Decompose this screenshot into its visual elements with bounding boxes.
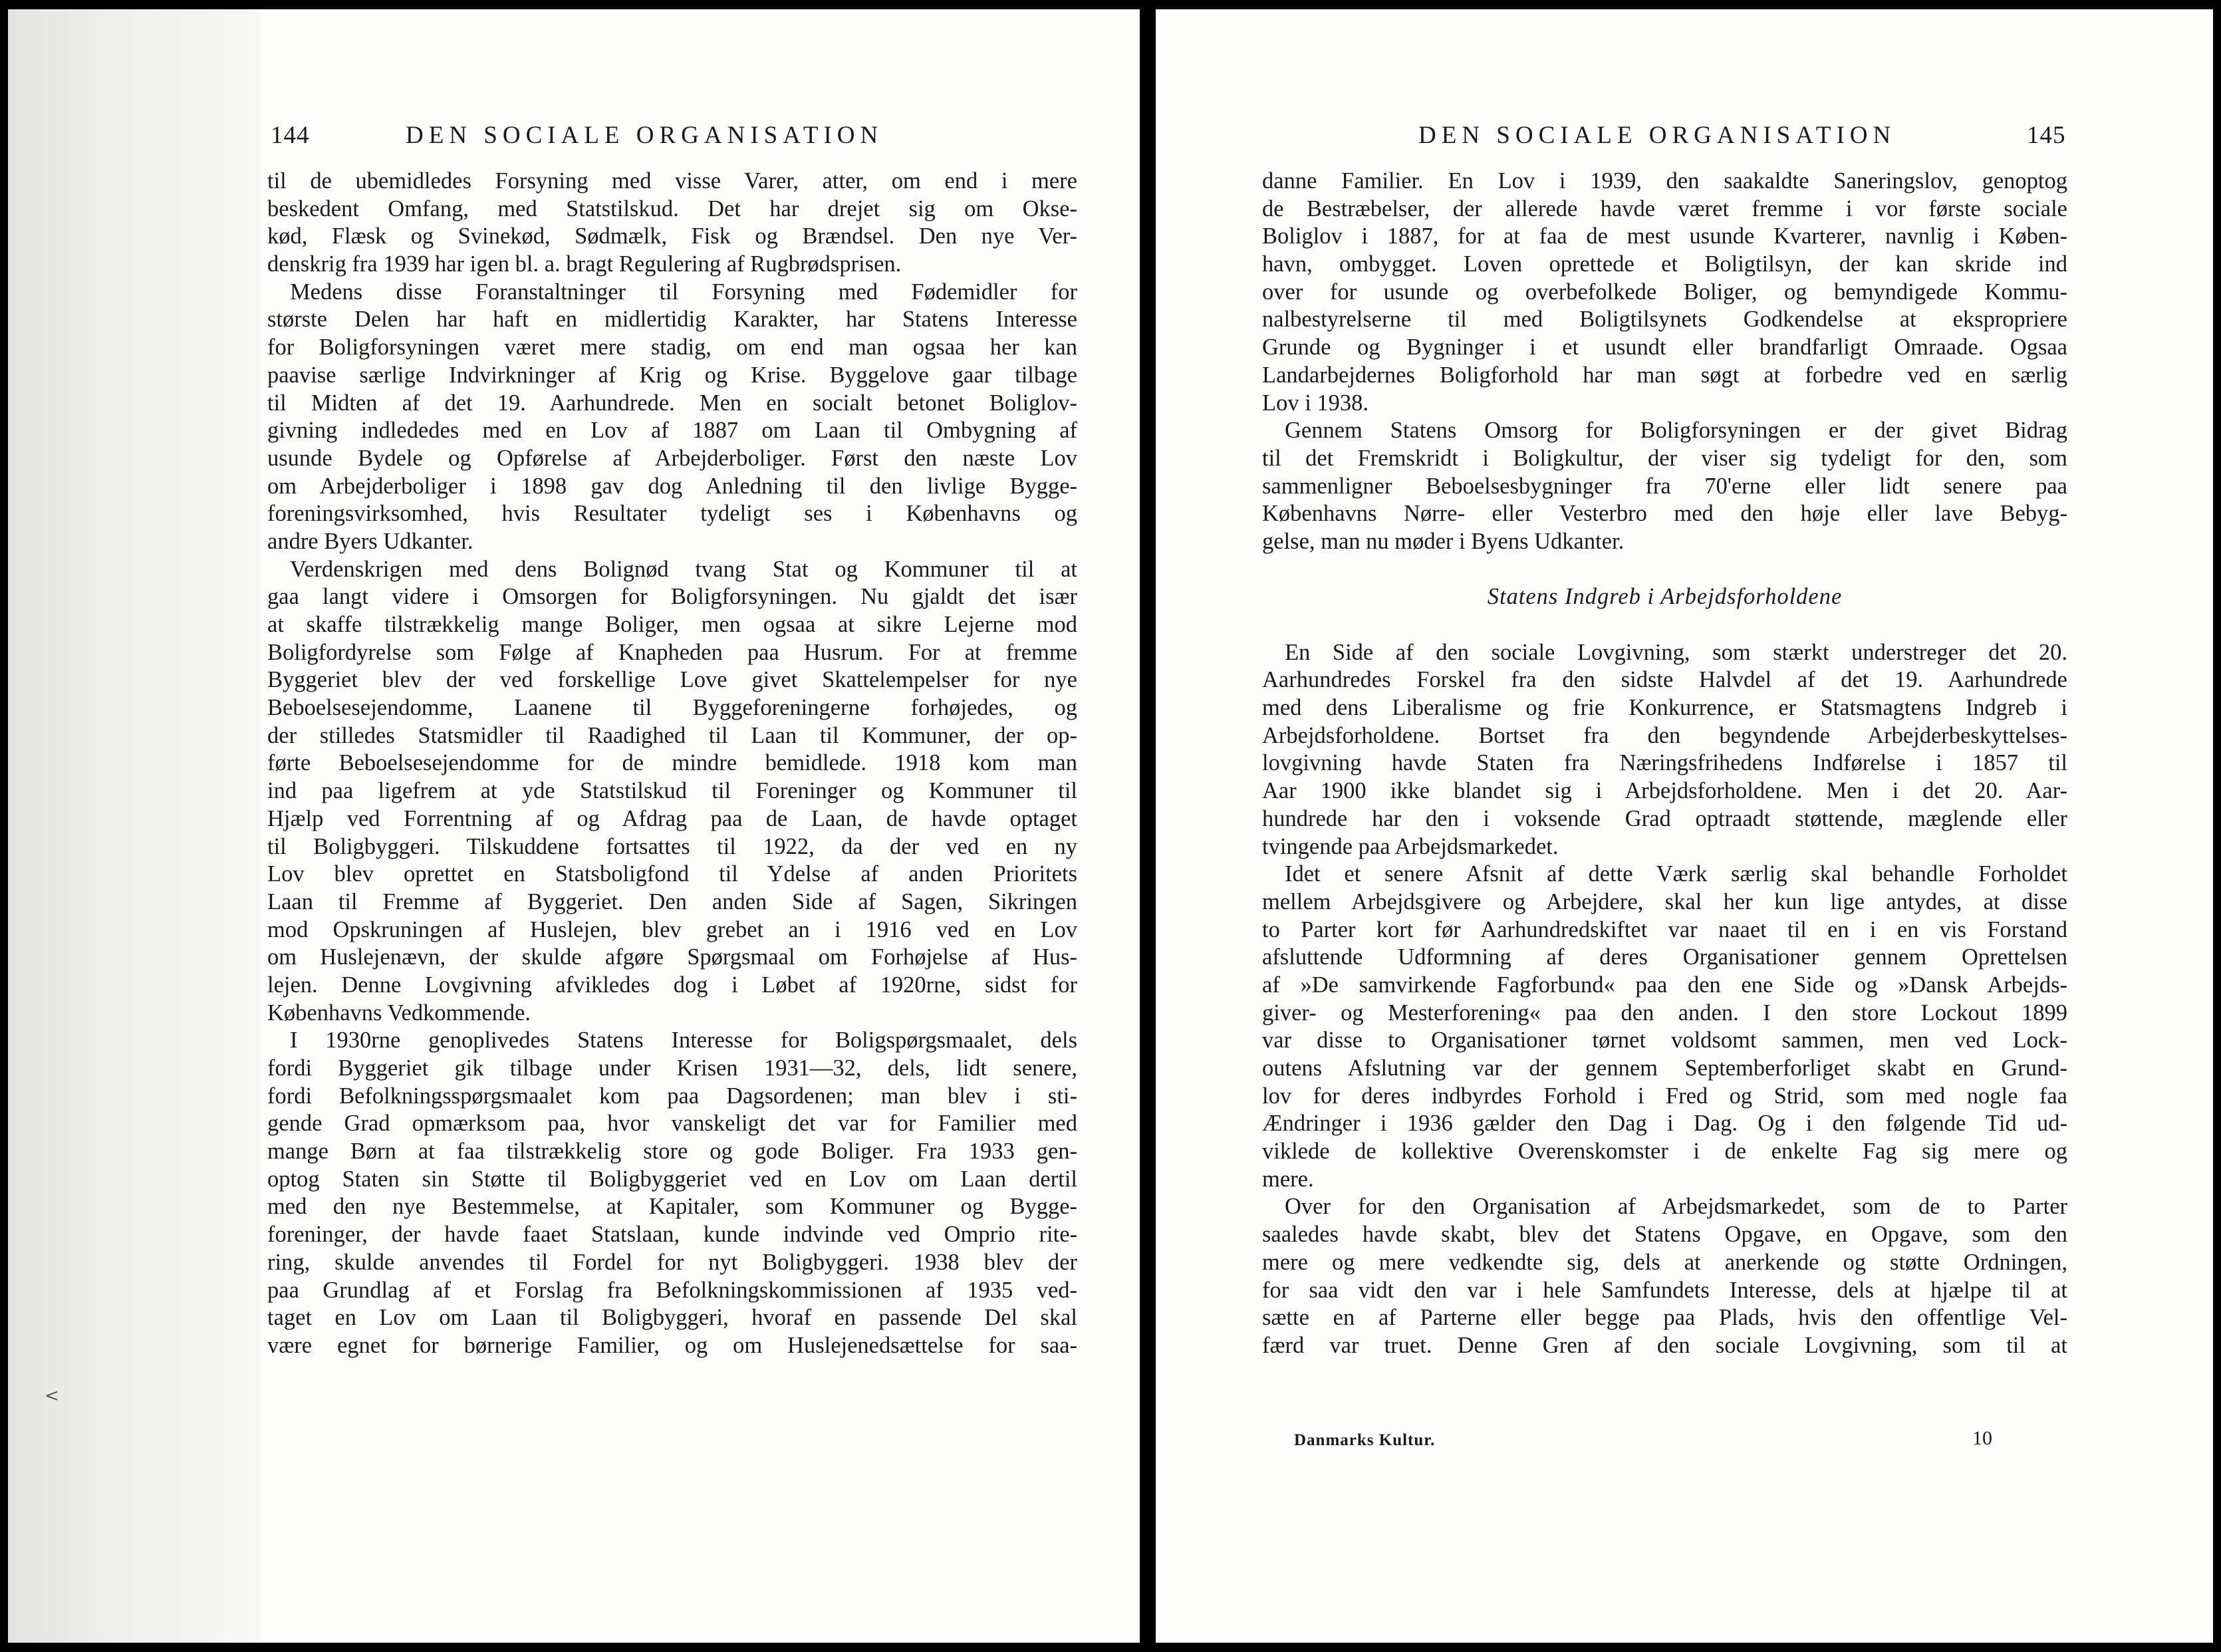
text-line: danne Familier. En Lov i 1939, den saakaldte Saneringslov, genoptog (1262, 168, 2067, 194)
text-line: Idet et senere Afsnit af dette Værk særlig skal behandle Forholdet (1285, 861, 2067, 887)
text-line: kød, Flæsk og Svinekød, Sødmælk, Fisk og Brændsel. Den nye Ver- (267, 223, 1077, 249)
text-line: taget en Lov om Laan til Boligbyggeri, hvoraf en passende Del skal (267, 1305, 1077, 1331)
text-line: Landarbejdernes Boligforhold har man søgt at forbedre ved en særlig (1262, 362, 2067, 388)
text-line: mange Børn at faa tilstrækkelig store og gode Boliger. Fra 1933 gen- (267, 1139, 1077, 1165)
text-line: der stilledes Statsmidler til Raadighed til Laan til Kommuner, der op- (267, 722, 1077, 748)
text-line: Aarhundredes Forskel fra den sidste Halvdel af det 19. Aarhundrede (1262, 667, 2067, 693)
text-line: nalbestyrelserne til med Boligtilsynets Godkendelse at ekspropriere (1262, 307, 2067, 333)
text-line: Ændringer i 1936 gælder den Dag i Dag. Og i den følgende Tid ud- (1262, 1111, 2067, 1137)
text-line: Aar 1900 ikke blandet sig i Arbejdsforholdene. Men i det 20. Aar- (1262, 778, 2067, 804)
text-line: Byggeriet blev der ved forskellige Love givet Skattelempelser for nye (267, 667, 1077, 693)
text-line: til Boligbyggeri. Tilskuddene fortsattes til 1922, da der ved en ny (267, 833, 1077, 859)
text-line: viklede de kollektive Overenskomster i de enkelte Fag sig mere og (1262, 1139, 2067, 1165)
text-line: Over for den Organisation af Arbejdsmarkedet, som de to Parter (1285, 1194, 2067, 1220)
text-line: største Delen har haft en midlertidig Karakter, har Statens Interesse (267, 307, 1077, 333)
text-line: gaa langt videre i Omsorgen for Boligforsyningen. Nu gjaldt det især (267, 584, 1077, 610)
section-heading: Statens Indgreb i Arbejdsforholdene (1487, 584, 1843, 610)
text-line: Verdenskrigen med dens Bolignød tvang Stat og Kommuner til at (290, 556, 1077, 582)
right-running-head: DEN SOCIALE ORGANISATION (1418, 122, 1896, 149)
text-line: fordi Byggeriet gik tilbage under Krisen 1931—32, dels, lidt senere, (267, 1055, 1077, 1081)
text-line: lovgivning havde Staten fra Næringsfrihedens Indførelse i 1857 til (1262, 750, 2067, 776)
text-line: af »De samvirkende Fagforbund« paa den ene Side og »Dansk Arbejds- (1262, 972, 2067, 998)
text-line: for Boligforsyningen været mere stadig, om end man ogsaa her kan (267, 335, 1077, 360)
text-line: færd var truet. Denne Gren af den sociale Lovgivning, som til at (1262, 1332, 2067, 1358)
text-line: Arbejdsforholdene. Bortset fra den begyndende Arbejderbeskyttelses- (1262, 722, 2067, 748)
text-line: mellem Arbejdsgivere og Arbejdere, skal her kun lige antydes, at disse (1262, 889, 2067, 914)
text-line: ind paa ligefrem at yde Statstilskud til Foreninger og Kommuner til (267, 778, 1077, 804)
text-line: til de ubemidledes Forsyning med visse Varer, atter, om end i mere (267, 168, 1077, 194)
text-line: havn, ombygget. Loven oprettede et Boligtilsyn, der kan skride ind (1262, 251, 2067, 277)
left-page (8, 9, 1140, 1643)
text-line: saaledes havde skabt, blev det Statens Opgave, en Opgave, som den (1262, 1222, 2067, 1248)
text-line: om Huslejenævn, der skulde afgøre Spørgsmaal om Forhøjelse af Hus- (267, 944, 1077, 970)
text-line: var disse to Organisationer tørnet voldsomt sammen, men ved Lock- (1262, 1028, 2067, 1053)
text-line: Lov i 1938. (1262, 390, 1369, 416)
text-line: Medens disse Foranstaltninger til Forsyning med Fødemidler for (290, 279, 1077, 305)
text-line: Boligfordyrelse som Følge af Knapheden paa Husrum. For at fremme (267, 639, 1077, 665)
text-line: gende Grad opmærksom paa, hvor vanskeligt det var for Familier med (267, 1111, 1077, 1137)
text-line: to Parter kort før Aarhundredskiftet var naaet til en i en vis Forstand (1262, 916, 2067, 942)
text-line: Laan til Fremme af Byggeriet. Den anden Side af Sagen, Sikringen (267, 889, 1077, 914)
text-line: Beboelsesejendomme, Laanene til Byggeforeningerne forhøjedes, og (267, 695, 1077, 721)
text-line: mere. (1262, 1166, 1314, 1192)
right-page (1156, 9, 2213, 1643)
text-line: Københavns Nørre- eller Vesterbro med den høje eller lave Bebyg- (1262, 501, 2067, 527)
text-line: foreninger, der havde faaet Statslaan, kunde indvinde ved Omprio rite- (267, 1222, 1077, 1248)
text-line: beskedent Omfang, med Statstilskud. Det har drejet sig om Okse- (267, 196, 1077, 221)
text-line: tvingende paa Arbejdsmarkedet. (1262, 833, 1559, 859)
text-line: giver- og Mesterforening« paa den anden. I den store Lockout 1899 (1262, 1000, 2067, 1026)
text-line: En Side af den sociale Lovgivning, som stærkt understreger det 20. (1285, 639, 2067, 665)
text-line: paa Grundlag af et Forslag fra Befolkningskommissionen af 1935 ved- (267, 1277, 1077, 1303)
text-line: paavise særlige Indvirkninger af Krig og Krise. Byggelove gaar tilbage (267, 362, 1077, 388)
text-line: Københavns Vedkommende. (267, 1000, 531, 1026)
text-line: lov for deres indbyrdes Forhold i Fred og Strid, som med nogle faa (1262, 1083, 2067, 1109)
signature-number: 10 (1972, 1427, 1992, 1449)
text-line: at skaffe tilstrækkelig mange Boliger, men ogsaa at sikre Lejerne mod (267, 612, 1077, 637)
text-line: usunde Bydele og Opførelse af Arbejderboliger. Først den næste Lov (267, 445, 1077, 471)
text-line: andre Byers Udkanter. (267, 528, 473, 554)
text-line: førte Beboelsesejendomme for de mindre bemidlede. 1918 kom man (267, 750, 1077, 776)
text-line: over for usunde og overbefolkede Boliger, og bemyndigede Kommu- (1262, 279, 2067, 305)
text-line: mere og mere vedkendte sig, dels at anerkende og støtte Ordningen, (1262, 1249, 2067, 1275)
text-line: outens Afslutning var der gennem Septemberforliget skabt en Grund- (1262, 1055, 2067, 1081)
text-line: optog Staten sin Støtte til Boligbyggeriet ved en Lov om Laan dertil (267, 1166, 1077, 1192)
text-line: fordi Befolkningsspørgsmaalet kom paa Dagsordenen; man blev i sti- (267, 1083, 1077, 1109)
text-line: om Arbejderboliger i 1898 gav dog Anledning til den livlige Bygge- (267, 473, 1077, 499)
text-line: Gennem Statens Omsorg for Boligforsyningen er der givet Bidrag (1285, 418, 2067, 444)
right-running-header-number (2027, 121, 2066, 150)
right-page-body (1262, 168, 2067, 1360)
text-line: mod Opskruningen af Huslejen, blev grebet an i 1916 ved en Lov (267, 916, 1077, 942)
text-line: med dens Liberalisme og frie Konkurrence, er Statsmagtens Indgreb i (1262, 695, 2067, 721)
text-line: Lov blev oprettet en Statsboligfond til Ydelse af anden Prioritets (267, 861, 1077, 887)
text-line: lejen. Denne Lovgivning afvikledes dog i Løbet af 1920rne, sidst for (267, 972, 1077, 998)
text-line: foreningsvirksomhed, hvis Resultater tydeligt ses i Københavns og (267, 501, 1077, 527)
left-running-head: DEN SOCIALE ORGANISATION (406, 122, 884, 149)
text-line: til det Fremskridt i Boligkultur, der viser sig tydeligt for den, som (1262, 445, 2067, 471)
text-line: denskrig fra 1939 har igen bl. a. bragt Regulering af Rugbrødsprisen. (267, 251, 902, 277)
text-line: sætte en af Parterne eller begge paa Plads, hvis den offentlige Vel- (1262, 1305, 2067, 1331)
text-line: I 1930rne genoplivedes Statens Interesse for Boligspørgsmaalet, dels (290, 1028, 1077, 1053)
left-page-body (267, 168, 1077, 1360)
text-line: givning indlededes med en Lov af 1887 om Laan til Ombygning af (267, 418, 1077, 444)
text-line: gelse, man nu møder i Byens Udkanter. (1262, 528, 1625, 554)
text-line: være egnet for børnerige Familier, og om Huslejenedsættelse for saa- (267, 1332, 1077, 1358)
text-line: sammenligner Beboelsesbygninger fra 70'erne eller lidt senere paa (1262, 473, 2067, 499)
signature-title: Danmarks Kultur. (1294, 1431, 1436, 1449)
margin-mark: < (45, 1386, 59, 1406)
text-line: Boliglov i 1887, for at faa de mest usunde Kvarterer, navnlig i Køben- (1262, 223, 2067, 249)
text-line: for saa vidt den var i hele Samfundets Interesse, dels at hjælpe til at (1262, 1277, 2067, 1303)
signature-footer (1294, 1427, 1992, 1450)
text-line: hundrede har den i voksende Grad optraadt støttende, mæglende eller (1262, 805, 2067, 831)
text-line: afsluttende Udformning af deres Organisationer gennem Oprettelsen (1262, 944, 2067, 970)
text-line: Hjælp ved Forrentning af og Afdrag paa de Laan, de havde optaget (267, 805, 1077, 831)
left-running-header (271, 121, 883, 150)
text-line: de Bestræbelser, der allerede havde været fremme i vor første sociale (1262, 196, 2067, 221)
right-running-header (1418, 121, 1896, 150)
text-line: med den nye Bestemmelse, at Kapitaler, som Kommuner og Bygge- (267, 1194, 1077, 1220)
right-page-number: 145 (2027, 122, 2066, 149)
left-page-number: 144 (271, 122, 310, 149)
text-line: Grunde og Bygninger i et usundt eller brandfarligt Omraade. Ogsaa (1262, 335, 2067, 360)
text-line: ring, skulde anvendes til Fordel for nyt Boligbyggeri. 1938 blev der (267, 1249, 1077, 1275)
text-line: til Midten af det 19. Aarhundrede. Men en socialt betonet Boliglov- (267, 390, 1077, 416)
